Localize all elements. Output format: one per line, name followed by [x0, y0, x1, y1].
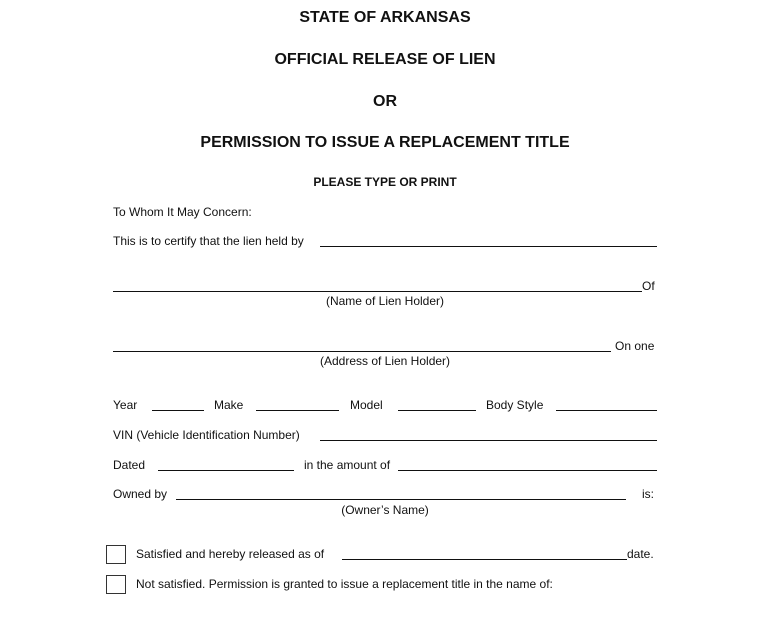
not-satisfied-label: Not satisfied. Permission is granted to issue a replacement title in the name of: — [136, 577, 553, 591]
year-label: Year — [113, 398, 138, 412]
lienholder-name-caption: (Name of Lien Holder) — [325, 294, 445, 308]
title-state: STATE OF ARKANSAS — [299, 9, 471, 26]
instruction: PLEASE TYPE OR PRINT — [313, 175, 457, 189]
date-label: date. — [627, 547, 654, 561]
salutation: To Whom It May Concern: — [113, 205, 252, 219]
make-field[interactable] — [256, 410, 339, 411]
year-field[interactable] — [152, 410, 204, 411]
amount-field[interactable] — [398, 470, 657, 471]
make-label: Make — [214, 398, 244, 412]
owned-by-label: Owned by — [113, 487, 168, 501]
release-date-field[interactable] — [342, 559, 627, 560]
title-release: OFFICIAL RELEASE OF LIEN — [274, 51, 496, 68]
lienholder-address-caption: (Address of Lien Holder) — [319, 354, 451, 368]
owner-name-field[interactable] — [176, 499, 626, 500]
title-permission: PERMISSION TO ISSUE A REPLACEMENT TITLE — [200, 134, 570, 151]
model-field[interactable] — [398, 410, 476, 411]
dated-field[interactable] — [158, 470, 294, 471]
lienholder-field-1[interactable] — [320, 246, 657, 247]
model-label: Model — [350, 398, 383, 412]
lienholder-name-field[interactable] — [113, 291, 642, 292]
body-style-label: Body Style — [486, 398, 544, 412]
vin-label: VIN (Vehicle Identification Number) — [113, 428, 300, 442]
vin-field[interactable] — [320, 440, 657, 441]
lienholder-address-field[interactable] — [113, 351, 611, 352]
certify-label: This is to certify that the lien held by — [113, 234, 304, 248]
body-style-field[interactable] — [556, 410, 657, 411]
satisfied-checkbox[interactable] — [106, 545, 126, 564]
satisfied-label: Satisfied and hereby released as of — [136, 547, 325, 561]
on-one-label: On one — [615, 339, 655, 353]
title-or: OR — [373, 93, 397, 110]
of-label: Of — [642, 279, 655, 293]
owner-name-caption: (Owner’s Name) — [341, 503, 429, 517]
amount-label: in the amount of — [304, 458, 391, 472]
not-satisfied-checkbox[interactable] — [106, 575, 126, 594]
is-label: is: — [642, 487, 654, 501]
dated-label: Dated — [113, 458, 146, 472]
